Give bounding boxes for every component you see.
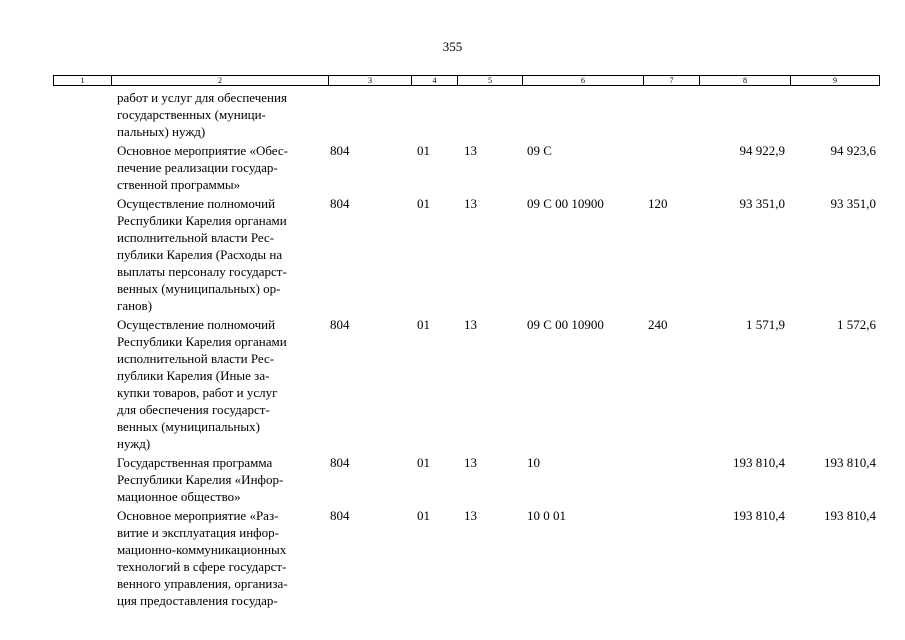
target-article-cell: 09 С (527, 143, 552, 158)
page-number: 355 (442, 39, 463, 54)
amount-year2-cell: 93 351,0 (830, 196, 876, 211)
header-cell-4: 4 (412, 76, 458, 85)
description-line: Осуществление полномочий (117, 317, 276, 332)
amount-year2-cell: 1 572,6 (837, 317, 876, 332)
description-line: витие и эксплуатация инфор- (117, 525, 279, 540)
description-line: технологий в сфере государст- (117, 559, 287, 574)
amount-year2-cell: 94 923,6 (830, 143, 876, 158)
header-cell-2: 2 (112, 76, 329, 85)
target-article-cell: 10 0 01 (527, 508, 566, 523)
amount-year1-cell: 1 571,9 (746, 317, 785, 332)
ministry-code-cell: 804 (330, 317, 350, 332)
row-description (117, 316, 327, 452)
amount-year1-cell: 93 351,0 (739, 196, 785, 211)
description-line: ганов) (117, 298, 153, 313)
amount-year1-cell: 193 810,4 (733, 455, 785, 470)
description-line: работ и услуг для обеспечения (117, 90, 287, 105)
row-description (117, 142, 327, 193)
target-article-cell: 10 (527, 455, 540, 470)
section-cell: 01 (417, 317, 430, 332)
amount-year2-cell: 193 810,4 (824, 455, 876, 470)
description-line: публики Карелия (Расходы на (117, 247, 283, 262)
header-cell-1: 1 (54, 76, 112, 85)
description-line: публики Карелия (Иные за- (117, 368, 270, 383)
description-line: для обеспечения государст- (117, 402, 270, 417)
target-article-cell: 09 С 00 10900 (527, 317, 604, 332)
amount-year1-cell: 94 922,9 (739, 143, 785, 158)
ministry-code-cell: 804 (330, 143, 350, 158)
description-line: исполнительной власти Рес- (117, 351, 275, 366)
row-description (117, 195, 327, 314)
subsection-cell: 13 (464, 508, 477, 523)
header-cell-9: 9 (833, 76, 837, 85)
description-line: Основное мероприятие «Раз- (117, 508, 279, 523)
description-line: купки товаров, работ и услуг (117, 385, 278, 400)
description-line: ственной программы» (117, 177, 241, 192)
description-line: ция предоставления государ- (117, 593, 278, 608)
subsection-cell: 13 (464, 455, 477, 470)
row-description (117, 507, 327, 609)
description-line: Основное мероприятие «Обес- (117, 143, 288, 158)
subsection-cell: 13 (464, 143, 477, 158)
section-cell: 01 (417, 143, 430, 158)
ministry-code-cell: 804 (330, 196, 350, 211)
ministry-code-cell: 804 (330, 508, 350, 523)
header-cell-5: 5 (458, 76, 523, 85)
target-article-cell: 09 С 00 10900 (527, 196, 604, 211)
description-line: Осуществление полномочий (117, 196, 276, 211)
section-cell: 01 (417, 508, 430, 523)
header-cell-7: 7 (644, 76, 700, 85)
section-cell: 01 (417, 455, 430, 470)
section-cell: 01 (417, 196, 430, 211)
ministry-code-cell: 804 (330, 455, 350, 470)
subsection-cell: 13 (464, 317, 477, 332)
description-line: печение реализации государ- (117, 160, 278, 175)
table-header-row (53, 75, 880, 86)
description-line: венных (муниципальных) ор- (117, 281, 281, 296)
header-cell-6: 6 (523, 76, 644, 85)
description-line: Республики Карелия «Инфор- (117, 472, 284, 487)
description-line: пальных) нужд) (117, 124, 206, 139)
description-line: мационно-коммуникационных (117, 542, 287, 557)
amount-year1-cell: 193 810,4 (733, 508, 785, 523)
description-line: венных (муниципальных) (117, 419, 260, 434)
description-line: венного управления, организа- (117, 576, 288, 591)
description-line: Республики Карелия органами (117, 334, 287, 349)
amount-year2-cell: 193 810,4 (824, 508, 876, 523)
expense-type-cell: 120 (648, 196, 668, 211)
description-line: нужд) (117, 436, 151, 451)
row-description (117, 89, 327, 140)
header-cell-3: 3 (329, 76, 412, 85)
header-cell-8: 8 (700, 76, 791, 85)
expense-type-cell: 240 (648, 317, 668, 332)
description-line: Республики Карелия органами (117, 213, 287, 228)
description-line: исполнительной власти Рес- (117, 230, 275, 245)
description-line: Государственная программа (117, 455, 273, 470)
description-line: выплаты персоналу государст- (117, 264, 287, 279)
row-description (117, 454, 327, 505)
subsection-cell: 13 (464, 196, 477, 211)
description-line: мационное общество» (117, 489, 241, 504)
description-line: государственных (муници- (117, 107, 266, 122)
